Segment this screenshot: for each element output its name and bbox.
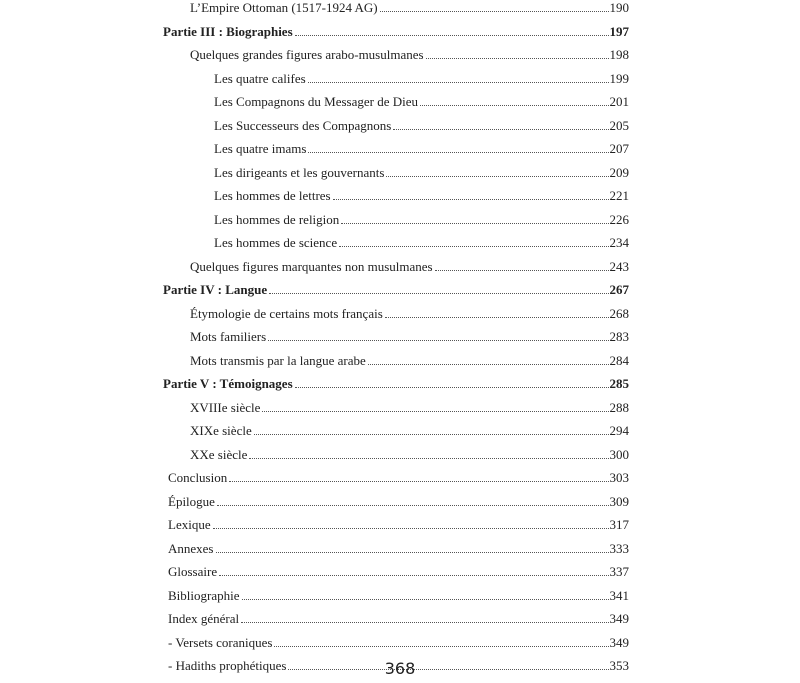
toc-entry-page: 268	[609, 305, 629, 321]
toc-entry-title: Les quatre imams	[214, 141, 307, 156]
toc-dot-leader	[269, 292, 608, 294]
toc-entry-page: 207	[609, 141, 629, 156]
toc-entry-title: Les quatre califes	[214, 70, 306, 86]
toc-entry-page: 284	[609, 352, 629, 368]
toc-entry-page: 209	[609, 164, 629, 180]
toc-dot-leader	[274, 645, 608, 647]
toc-entry-page: 300	[609, 446, 629, 462]
toc-entry	[168, 489, 629, 509]
toc-entry-page: 221	[609, 188, 629, 203]
toc-dot-leader	[242, 598, 609, 600]
toc-entry	[214, 183, 629, 203]
toc-entry-title: Bibliographie	[168, 587, 240, 603]
toc-entry	[190, 324, 629, 344]
toc-entry	[190, 0, 629, 15]
toc-entry-title: Mots transmis par la langue arabe	[190, 352, 366, 368]
toc-entry-title: Les dirigeants et les gouvernants	[214, 164, 385, 180]
toc-entry	[190, 301, 629, 321]
toc-entry	[163, 277, 629, 297]
toc-entry	[190, 348, 629, 368]
toc-entry-title: XXe siècle	[190, 446, 248, 462]
toc-entry-title: Les hommes de lettres	[214, 188, 331, 203]
toc-entry-title: Les hommes de science	[214, 235, 338, 250]
toc-entry-title: Lexique	[168, 517, 211, 532]
toc-dot-leader	[385, 316, 609, 318]
toc-entry-page: 309	[609, 493, 629, 509]
toc-entry-page: 341	[609, 587, 629, 603]
toc-dot-leader	[435, 269, 609, 271]
toc-dot-leader	[333, 198, 609, 200]
toc-entry-title: Les Successeurs des Compagnons	[214, 117, 392, 133]
toc-entry-page: 317	[609, 517, 629, 532]
toc-entry-page: 198	[609, 47, 629, 62]
toc-entry	[168, 536, 629, 556]
toc-entry-title: Glossaire	[168, 564, 218, 579]
toc-dot-leader	[254, 433, 609, 435]
toc-entry-page: 243	[609, 258, 629, 274]
toc-dot-leader	[420, 104, 609, 106]
toc-entry-title: Mots familiers	[190, 329, 267, 344]
toc-dot-leader	[262, 410, 608, 412]
page-number: 368	[384, 659, 416, 678]
toc-entry	[168, 465, 629, 485]
toc-dot-leader	[241, 621, 608, 623]
toc-entry-title: - Versets coraniques	[168, 634, 273, 650]
toc-dot-leader	[229, 480, 608, 482]
toc-entry-page: 197	[609, 23, 629, 39]
toc-entry-page: 226	[609, 211, 629, 227]
toc-entry-title: Étymologie de certains mots français	[190, 305, 383, 321]
toc-entry-page: 349	[609, 611, 629, 626]
toc-entry-title: Annexes	[168, 540, 214, 556]
toc-entry-title: Partie IV : Langue	[163, 282, 268, 297]
toc-entry-title: Quelques grandes figures arabo-musulmanes	[190, 47, 424, 62]
toc-entry-title: Épilogue	[168, 493, 215, 509]
toc-entry-title: Partie III : Biographies	[163, 23, 293, 39]
toc-entry-page: 288	[609, 399, 629, 415]
toc-entry	[190, 254, 629, 274]
toc-entry-title: - Hadiths prophétiques	[168, 658, 287, 673]
toc-dot-leader	[216, 551, 609, 553]
toc-entry	[168, 630, 629, 650]
toc-entry	[190, 42, 629, 62]
toc-entry-page: 303	[609, 470, 629, 485]
toc-entry-title: Conclusion	[168, 470, 228, 485]
toc-dot-leader	[308, 151, 608, 153]
toc-entry-title: XIXe siècle	[190, 423, 252, 438]
toc-entry-title: Partie V : Témoignages	[163, 376, 293, 391]
toc-entry	[163, 19, 629, 39]
toc-entry	[214, 66, 629, 86]
toc-dot-leader	[217, 504, 609, 506]
toc-dot-leader	[308, 81, 609, 83]
toc-entry	[214, 160, 629, 180]
toc-entry	[190, 418, 629, 438]
toc-entry	[190, 395, 629, 415]
toc-entry-page: 201	[609, 94, 629, 109]
toc-entry-title: Les Compagnons du Messager de Dieu	[214, 94, 418, 109]
toc-dot-leader	[386, 175, 608, 177]
toc-dot-leader	[295, 34, 609, 36]
toc-entry-title: Index général	[168, 611, 240, 626]
toc-entry-page: 283	[609, 329, 629, 344]
toc-entry	[163, 371, 629, 391]
toc-entry	[214, 136, 629, 156]
toc-dot-leader	[368, 363, 609, 365]
toc-entry-page: 349	[609, 634, 629, 650]
toc-entry	[214, 207, 629, 227]
toc-entry-page: 199	[609, 70, 629, 86]
toc-entry	[168, 583, 629, 603]
toc-dot-leader	[249, 457, 608, 459]
toc-dot-leader	[426, 57, 609, 59]
toc-dot-leader	[341, 222, 608, 224]
toc-entry	[214, 113, 629, 133]
toc-entry-title: Les hommes de religion	[214, 211, 340, 227]
toc-dot-leader	[295, 386, 609, 388]
toc-dot-leader	[268, 339, 608, 341]
toc-dot-leader	[393, 128, 608, 130]
toc-entry	[214, 89, 629, 109]
toc-entry-page: 337	[609, 564, 629, 579]
toc-entry	[168, 512, 629, 532]
toc-dot-leader	[213, 527, 609, 529]
toc-entry-title: L’Empire Ottoman (1517-1924 AG)	[190, 0, 378, 15]
toc-entry-page: 333	[609, 540, 629, 556]
toc-dot-leader	[339, 245, 608, 247]
toc-entry-page: 190	[609, 0, 629, 15]
toc-entry	[168, 606, 629, 626]
toc-entry	[214, 230, 629, 250]
toc-entry-page: 294	[609, 423, 629, 438]
toc-entry-title: Quelques figures marquantes non musulmanes	[190, 258, 433, 274]
toc-entry	[168, 559, 629, 579]
toc-dot-leader	[219, 574, 608, 576]
toc-dot-leader	[380, 10, 609, 12]
toc-entry-page: 285	[609, 376, 629, 391]
toc-entry-page: 205	[609, 117, 629, 133]
toc-entry-page: 267	[609, 282, 629, 297]
toc-entry-title: XVIIIe siècle	[190, 399, 261, 415]
toc-entry-page: 234	[609, 235, 629, 250]
toc-entry-page: 353	[609, 658, 629, 673]
toc-entry	[190, 442, 629, 462]
